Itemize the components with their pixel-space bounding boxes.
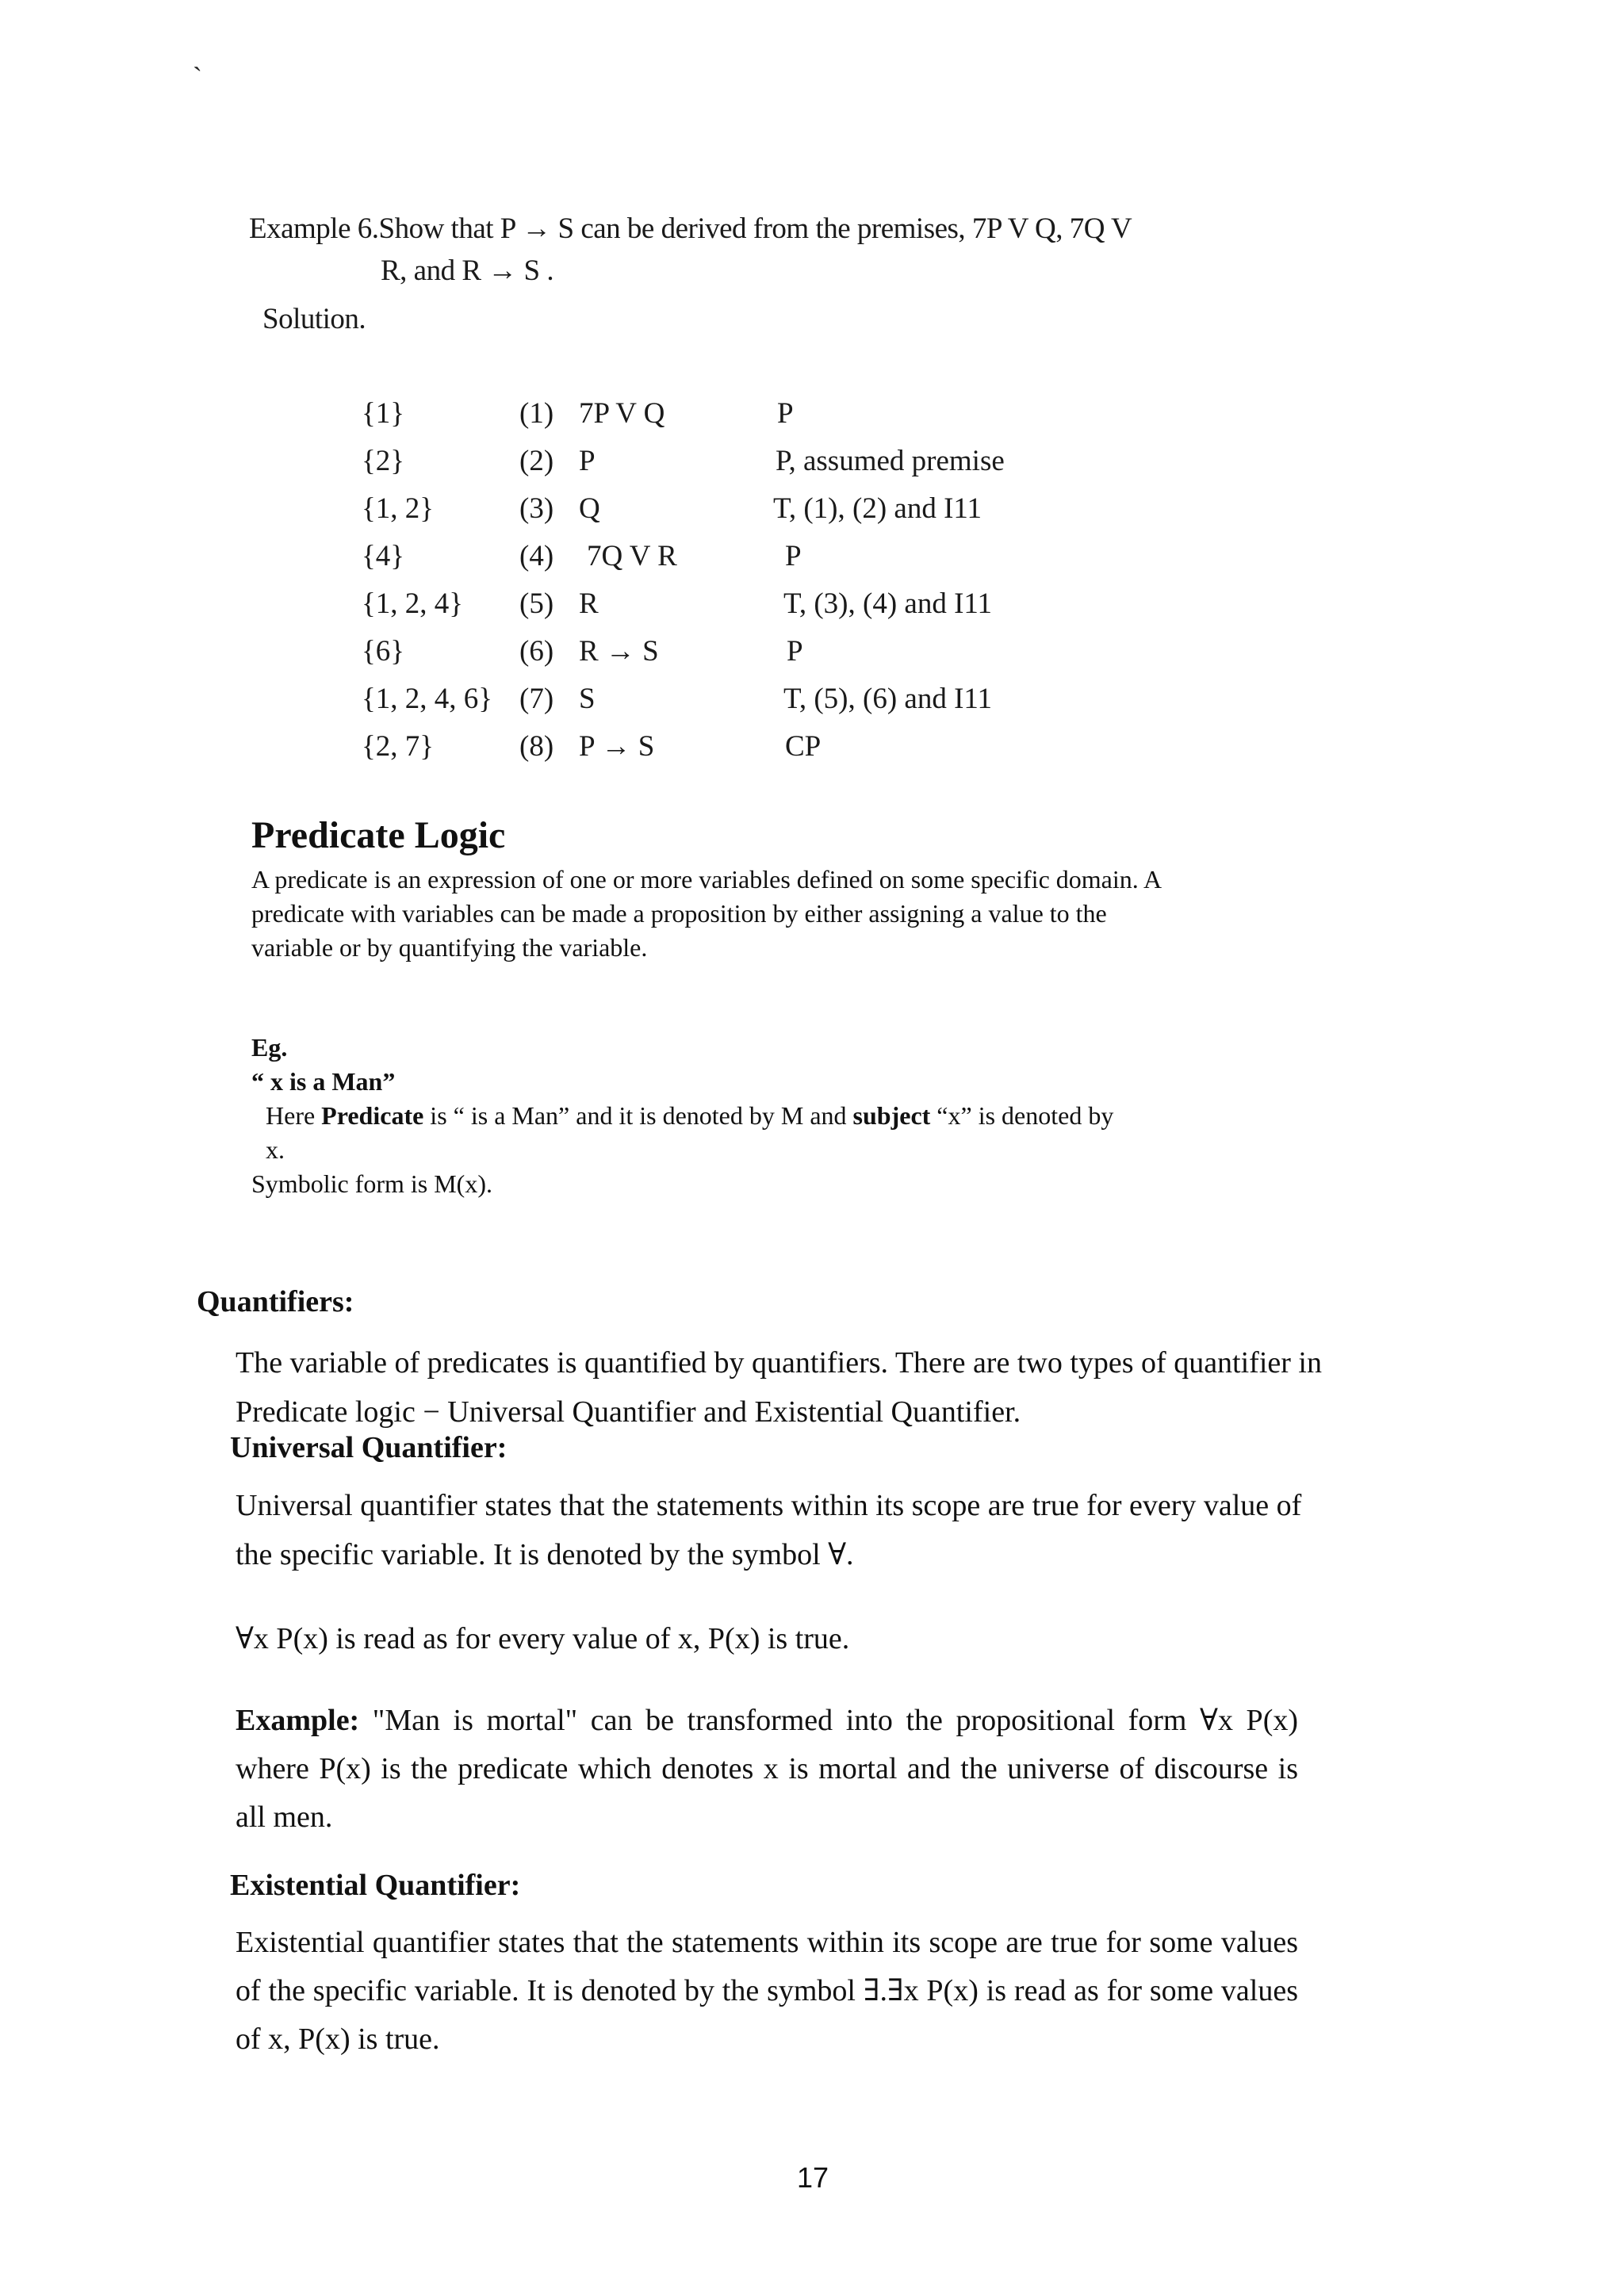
quantifiers-paragraph: The variable of predicates is quantified by quantifiers. There are two types of quantifier in Predicate logic − Universal Quantifier and Existential Quantifier.: [236, 1346, 1322, 1429]
proof-rule: P: [787, 635, 803, 668]
proof-step-number: (3): [519, 492, 554, 525]
example-label: Example:: [236, 1704, 360, 1737]
proof-premise-set: {1, 2, 4, 6}: [362, 683, 493, 715]
proof-premise-set: {1, 2}: [362, 492, 435, 525]
eg-here-middle: is “ is a Man” and it is denoted by M and: [423, 1101, 853, 1130]
universal-quantifier-paragraph: Universal quantifier states that the statements within its scope are true for every value of the specific variable. It is denoted by the symbol ∀.: [236, 1489, 1302, 1571]
predicate-logic-title: Predicate Logic: [251, 814, 506, 856]
universal-quantifier-example: [236, 1697, 1298, 1842]
proof-rule: P: [785, 540, 802, 572]
proof-step-number: (5): [519, 587, 554, 620]
solution-label: Solution.: [262, 303, 366, 335]
eg-statement: “ x is a Man”: [251, 1067, 396, 1096]
proof-rule: T, (3), (4) and I11: [783, 587, 993, 620]
example-text: "Man is mortal" can be transformed into the propositional form ∀x P(x) where P(x) is the predicate which denotes x is mortal and the universe of discourse is all men.: [236, 1704, 1298, 1834]
predicate-logic-paragraph: A predicate is an expression of one or more variables defined on some specific domain. A predicate with variables can be made a proposition by either assigning a value to the variable or by quantifying the variable.: [251, 865, 1161, 962]
predicate-example-block: [251, 1031, 1124, 1201]
proof-formula: P: [579, 445, 596, 477]
universal-quantifier-reading: ∀x P(x) is read as for every value of x, P(x) is true.: [236, 1622, 850, 1655]
proof-premise-set: {6}: [362, 635, 405, 668]
proof-rule: P, assumed premise: [776, 445, 1005, 477]
example-title-line2: R, and R → S .: [381, 254, 554, 287]
proof-row: [357, 539, 1071, 587]
proof-step-number: (4): [519, 540, 554, 572]
proof-premise-set: {1, 2, 4}: [362, 587, 464, 620]
eg-symbolic-form: Symbolic form is M(x).: [251, 1169, 492, 1198]
proof-step-number: (2): [519, 445, 554, 477]
proof-premise-set: {2}: [362, 445, 405, 477]
proof-step-number: (8): [519, 730, 554, 763]
proof-formula: R → S: [579, 635, 659, 668]
proof-row: [357, 492, 1071, 539]
existential-quantifier-paragraph: Existential quantifier states that the statements within its scope are true for some values of the specific variable. It is denoted by the symbol ∃.∃x P(x) is read as for some values of x, P(x) is true.: [236, 1926, 1298, 2056]
universal-quantifier-heading: Universal Quantifier:: [230, 1431, 508, 1464]
stray-mark: `: [193, 61, 202, 93]
eg-label: Eg.: [251, 1033, 288, 1062]
eg-subject-word: subject: [852, 1101, 931, 1130]
eg-here-prefix: Here: [266, 1101, 322, 1130]
proof-step-number: (6): [519, 635, 554, 668]
proof-row: [357, 587, 1071, 634]
proof-rule: CP: [785, 730, 822, 763]
proof-premise-set: {1}: [362, 397, 405, 430]
proof-row: [357, 634, 1071, 682]
eg-predicate-word: Predicate: [321, 1101, 424, 1130]
eg-explanation: [251, 1099, 1124, 1167]
proof-formula: Q: [579, 492, 600, 525]
proof-formula: R: [579, 587, 599, 620]
proof-formula: 7P V Q: [579, 397, 665, 430]
proof-row: [357, 682, 1071, 729]
proof-step-number: (1): [519, 397, 554, 430]
proof-row: [357, 444, 1071, 492]
quantifiers-heading: Quantifiers:: [197, 1285, 354, 1318]
example-title-line1: Example 6.Show that P → S can be derived from the premises, 7P V Q, 7Q V: [249, 212, 1132, 245]
proof-formula: P → S: [579, 730, 655, 763]
proof-row: [357, 396, 1071, 444]
eg-here-suffix: “x” is denoted by x.: [266, 1101, 1114, 1164]
page-number: 17: [797, 2161, 829, 2194]
proof-row: [357, 729, 1071, 777]
proof-formula: S: [579, 683, 596, 715]
proof-premise-set: {4}: [362, 540, 405, 572]
proof-rule: T, (1), (2) and I11: [773, 492, 982, 525]
proof-rule: P: [777, 397, 794, 430]
proof-step-number: (7): [519, 683, 554, 715]
existential-quantifier-heading: Existential Quantifier:: [230, 1869, 521, 1902]
proof-premise-set: {2, 7}: [362, 730, 435, 763]
proof-formula: 7Q V R: [587, 540, 677, 572]
proof-rule: T, (5), (6) and I11: [783, 683, 993, 715]
